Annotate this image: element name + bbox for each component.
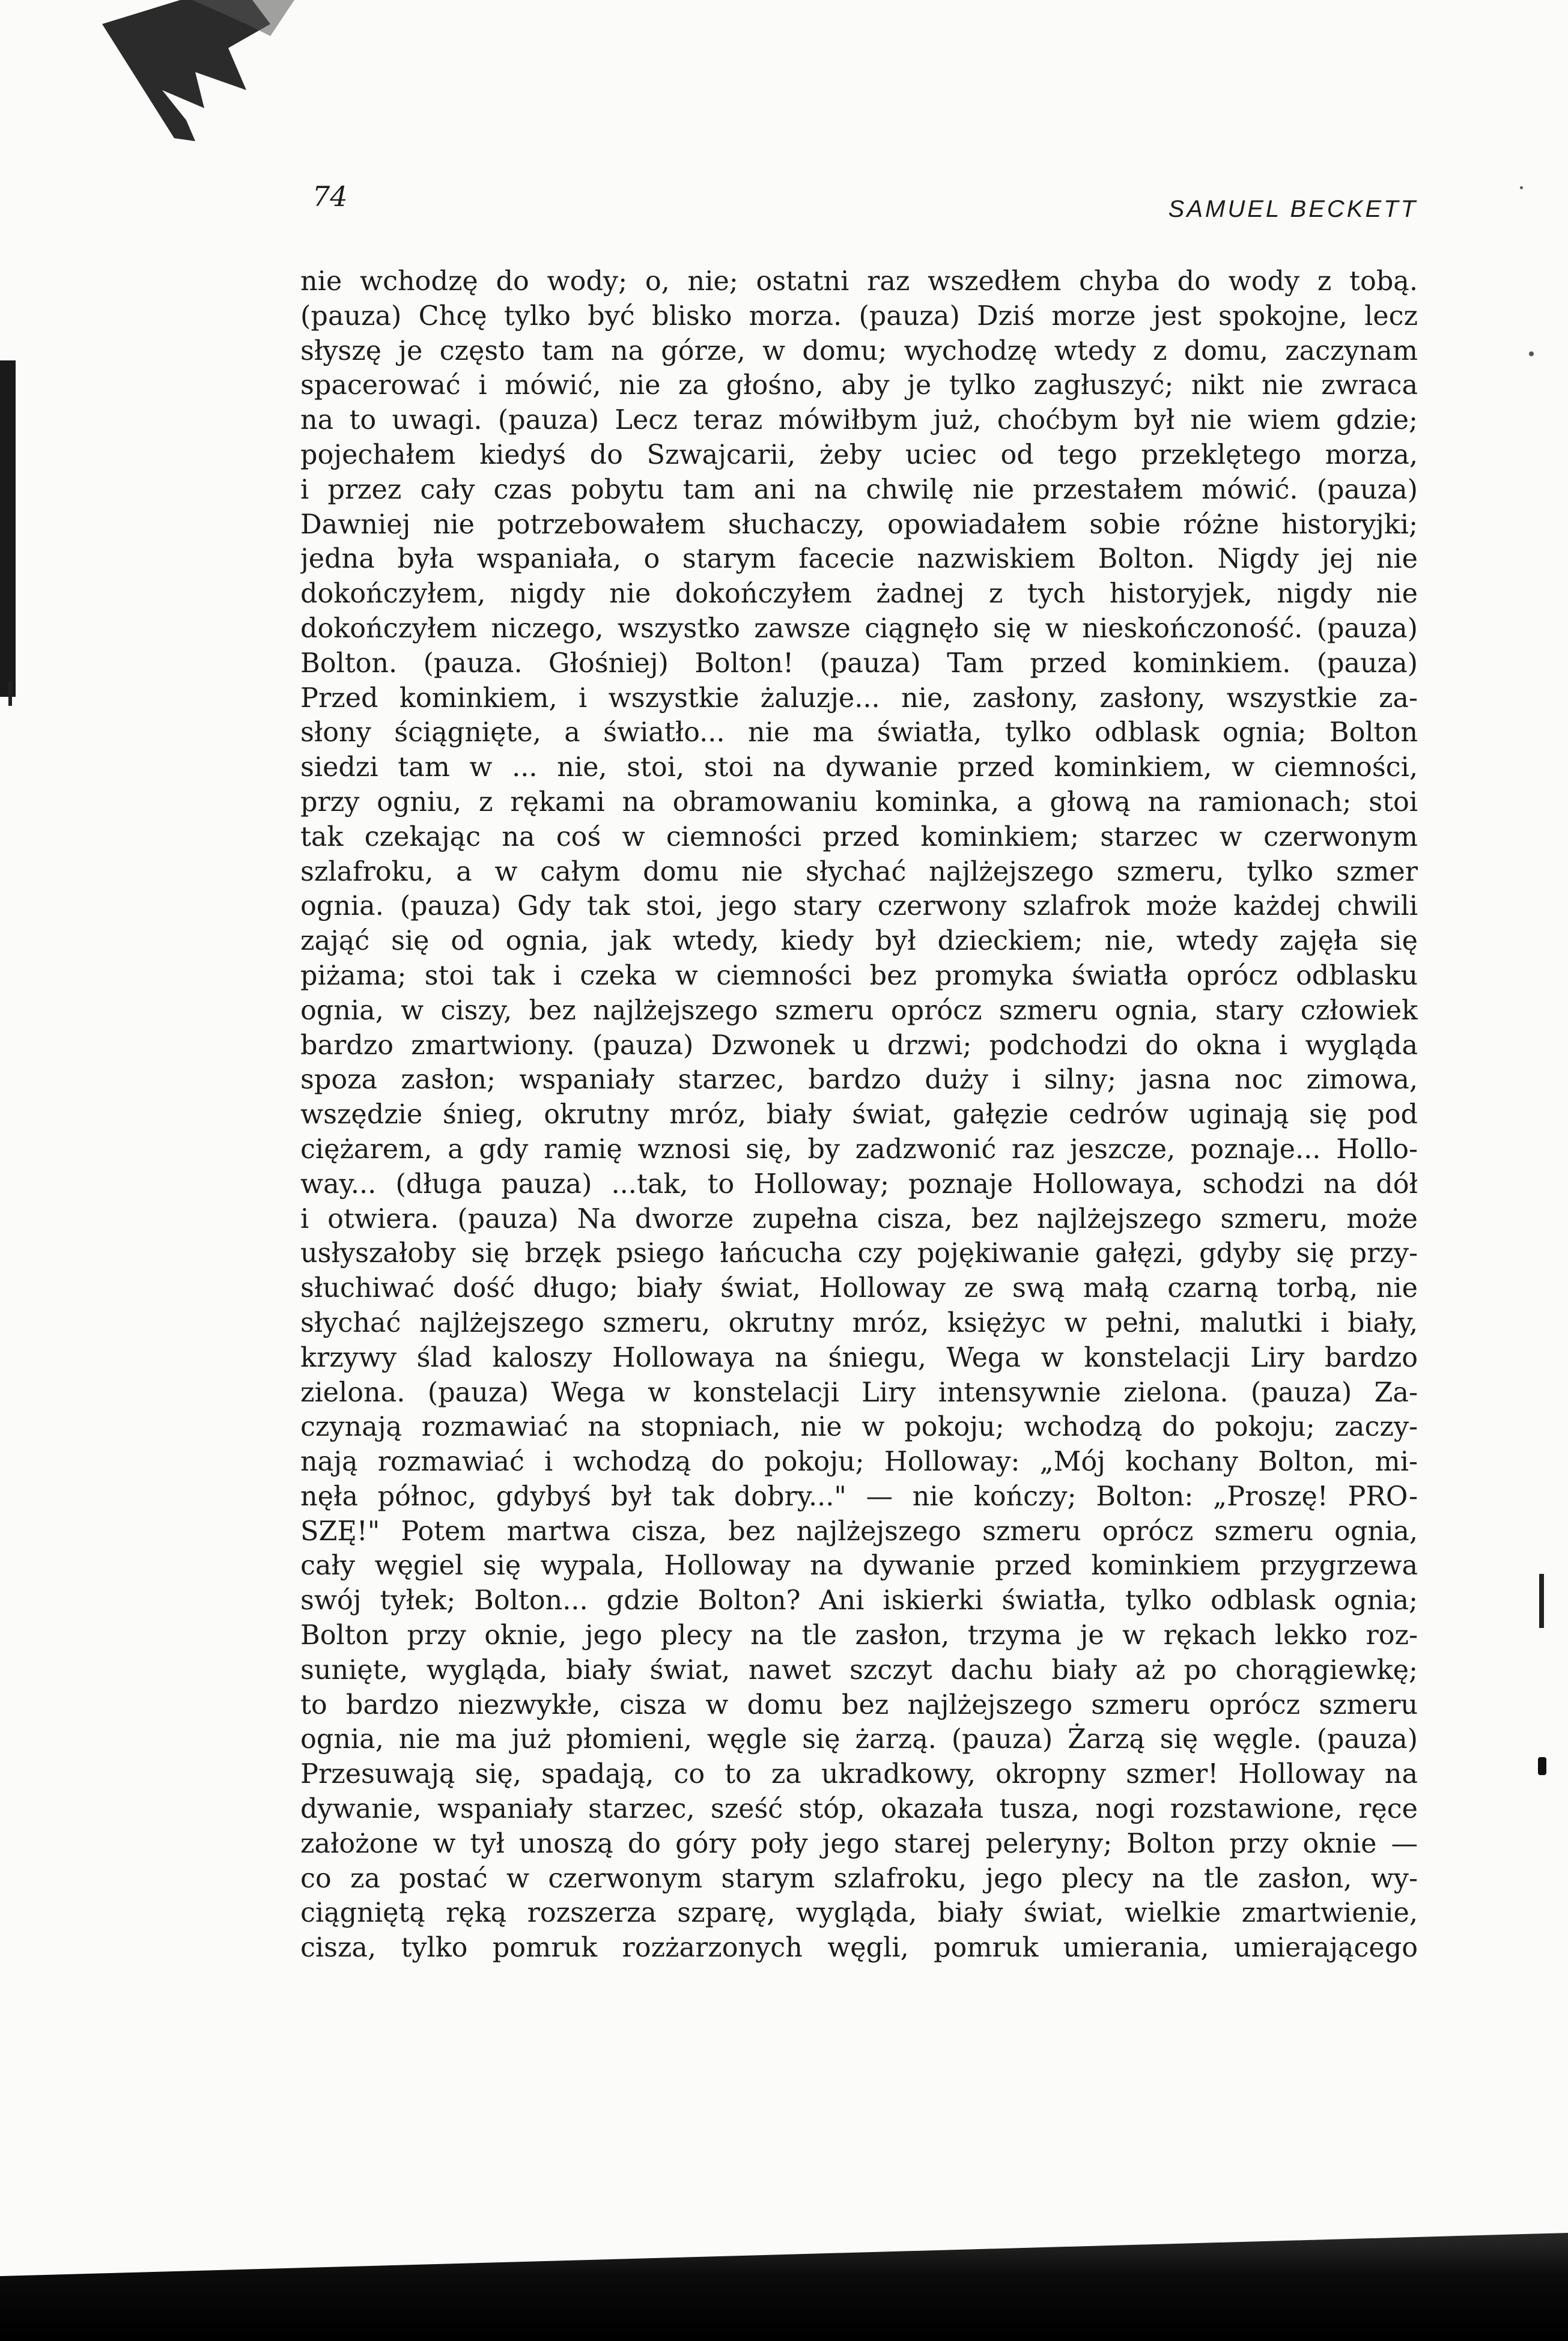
text-line: ognia, nie ma już płomieni, węgle się żarzą. (pauza) Żarzą się węgle. (pauza) xyxy=(300,1724,1418,1755)
text-line: czynają rozmawiać na stopniach, nie w pokoju; wchodzą do pokoju; zaczy- xyxy=(300,1412,1418,1443)
text-line: swój tyłek; Bolton... gdzie Bolton? Ani iskierki światła, tylko odblask ognia; xyxy=(300,1585,1418,1617)
page-header xyxy=(312,180,1418,228)
text-line: wszędzie śnieg, okrutny mróz, biały świat, gałęzie cedrów uginają się pod xyxy=(300,1099,1418,1131)
text-line: Bolton. (pauza. Głośniej) Bolton! (pauza) Tam przed kominkiem. (pauza) xyxy=(300,648,1418,679)
text-line: i otwiera. (pauza) Na dworze zupełna cisza, bez najlżejszego szmeru, może xyxy=(300,1203,1418,1234)
text-line: nają rozmawiać i wchodzą do pokoju; Holloway: „Mój kochany Bolton, mi- xyxy=(300,1447,1418,1478)
text-line: założone w tył unoszą do góry poły jego starej peleryny; Bolton przy oknie — xyxy=(300,1828,1418,1859)
text-line: siedzi tam w ... nie, stoi, stoi na dywanie przed kominkiem, w ciemności, xyxy=(300,752,1418,783)
text-line: słyszę je często tam na górze, w domu; wychodzę wtedy z domu, zaczynam xyxy=(300,335,1418,366)
right-margin-mark xyxy=(1539,1574,1544,1628)
text-line: jedna była wspaniała, o starym facecie nazwiskiem Bolton. Nigdy jej nie xyxy=(300,544,1418,575)
left-margin-tick xyxy=(8,682,12,706)
text-line: przy ogniu, z rękami na obramowaniu kominka, a głową na ramionach; stoi xyxy=(300,786,1418,818)
text-line: tak czekając na coś w ciemności przed kominkiem; starzec w czerwonym xyxy=(300,821,1418,852)
left-margin-scan-bar xyxy=(0,360,16,697)
text-line: Przed kominkiem, i wszystkie żaluzje... nie, zasłony, zasłony, wszystkie za- xyxy=(300,682,1418,714)
text-line: sunięte, wygląda, biały świat, nawet szczyt dachu biały aż po chorągiewkę; xyxy=(300,1654,1418,1686)
text-line: nęła północ, gdybyś był tak dobry..." — nie kończy; Bolton: „Proszę! PRO- xyxy=(300,1481,1418,1512)
text-line: dokończyłem, nigdy nie dokończyłem żadnej z tych historyjek, nigdy nie xyxy=(300,578,1418,610)
text-line: dywanie, wspaniały starzec, sześć stóp, okazała tusza, nogi rozstawione, ręce xyxy=(300,1794,1418,1825)
text-line: na to uwagi. (pauza) Lecz teraz mówiłbym już, choćbym był nie wiem gdzie; xyxy=(300,405,1418,436)
text-line: usłyszałoby się brzęk psiego łańcucha czy pojękiwanie gałęzi, gdyby się przy- xyxy=(300,1238,1418,1269)
text-line: krzywy ślad kaloszy Hollowaya na śniegu, Wega w konstelacji Liry bardzo xyxy=(300,1342,1418,1373)
text-line: way... (długa pauza) ...tak, to Holloway; poznaje Hollowaya, schodzi na dół xyxy=(300,1168,1418,1200)
text-line: spoza zasłon; wspaniały starzec, bardzo duży i silny; jasna noc zimowa, xyxy=(300,1064,1418,1096)
text-line: słony ściągnięte, a światło... nie ma światła, tylko odblask ognia; Bolton xyxy=(300,717,1418,748)
text-line: SZĘ!" Potem martwa cisza, bez najlżejszego szmeru oprócz szmeru ognia, xyxy=(300,1516,1418,1547)
speck xyxy=(1520,186,1523,189)
text-line: co za postać w czerwonym starym szlafroku, jego plecy na tle zasłon, wy- xyxy=(300,1863,1418,1894)
text-line: i przez cały czas pobytu tam ani na chwilę nie przestałem mówić. (pauza) xyxy=(300,474,1418,505)
text-line: cały węgiel się wypala, Holloway na dywanie przed kominkiem przygrzewa xyxy=(300,1550,1418,1582)
text-line: ognia. (pauza) Gdy tak stoi, jego stary czerwony szlafrok może każdej chwili xyxy=(300,891,1418,922)
bottom-scan-band xyxy=(0,2233,1568,2341)
text-line: to bardzo niezwykłe, cisza w domu bez najlżejszego szmeru oprócz szmeru xyxy=(300,1689,1418,1720)
text-line: Bolton przy oknie, jego plecy na tle zasłon, trzyma je w rękach lekko roz- xyxy=(300,1620,1418,1651)
text-line: ciężarem, a gdy ramię wznosi się, by zadzwonić raz jeszcze, poznaje... Hollo- xyxy=(300,1134,1418,1165)
text-line: dokończyłem niczego, wszystko zawsze ciągnęło się w nieskończoność. (pauza) xyxy=(300,613,1418,644)
text-line: zająć się od ognia, jak wtedy, kiedy był dzieckiem; nie, wtedy zajęła się xyxy=(300,926,1418,957)
text-line: ognia, w ciszy, bez najlżejszego szmeru oprócz szmeru ognia, stary człowiek xyxy=(300,995,1418,1026)
running-head: SAMUEL BECKETT xyxy=(1168,196,1418,222)
speck xyxy=(1529,351,1534,356)
text-line: szlafroku, a w całym domu nie słychać najlżejszego szmeru, tylko szmer xyxy=(300,856,1418,887)
text-line: Dawniej nie potrzebowałem słuchaczy, opowiadałem sobie różne historyjki; xyxy=(300,509,1418,540)
text-line: słychać najlżejszego szmeru, okrutny mróz, księżyc w pełni, malutki i biały, xyxy=(300,1307,1418,1338)
text-line: piżama; stoi tak i czeka w ciemności bez promyka światła oprócz odblasku xyxy=(300,960,1418,991)
text-line: cisza, tylko pomruk rozżarzonych węgli, pomruk umierania, umierającego xyxy=(300,1933,1418,1964)
text-line: Przesuwają się, spadają, co to za ukradkowy, okropny szmer! Holloway na xyxy=(300,1759,1418,1790)
text-line: zielona. (pauza) Wega w konstelacji Liry intensywnie zielona. (pauza) Za- xyxy=(300,1377,1418,1408)
text-line: pojechałem kiedyś do Szwajcarii, żeby uciec od tego przeklętego morza, xyxy=(300,439,1418,470)
text-line: bardzo zmartwiony. (pauza) Dzwonek u drzwi; podchodzi do okna i wygląda xyxy=(300,1030,1418,1061)
text-line: (pauza) Chcę tylko być blisko morza. (pauza) Dziś morze jest spokojne, lecz xyxy=(300,300,1418,332)
page-number: 74 xyxy=(312,180,348,213)
text-line: spacerować i mówić, nie za głośno, aby je tylko zagłuszyć; nikt nie zwraca xyxy=(300,370,1418,401)
text-line: słuchiwać dość długo; biały świat, Holloway ze swą małą czarną torbą, nie xyxy=(300,1273,1418,1304)
corner-scan-artifact xyxy=(90,0,342,156)
text-line: ciągniętą ręką rozszerza szparę, wygląda, biały świat, wielkie zmartwienie, xyxy=(300,1898,1418,1929)
body-text xyxy=(300,264,1418,1966)
text-line: nie wchodzę do wody; o, nie; ostatni raz wszedłem chyba do wody z tobą. xyxy=(300,266,1418,297)
right-margin-blot xyxy=(1538,1757,1546,1775)
